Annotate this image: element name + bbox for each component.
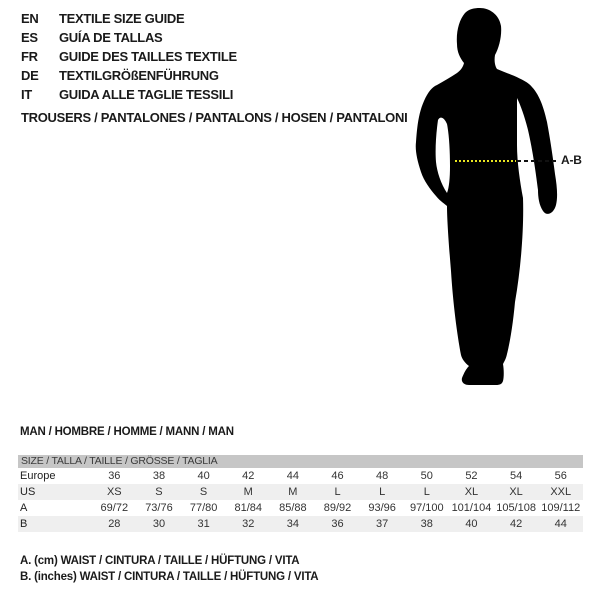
size-cell: 109/112 <box>541 502 581 514</box>
language-row <box>21 9 237 28</box>
size-cell: 36 <box>331 518 344 530</box>
category-heading: TROUSERS / PANTALONES / PANTALONS / HOSEN / PANTALONI <box>21 110 408 125</box>
size-cell: 101/104 <box>451 502 492 514</box>
size-cell: XXL <box>550 486 572 498</box>
size-cell: 77/80 <box>189 502 218 514</box>
size-cell: 105/108 <box>496 502 536 514</box>
size-cell: 50 <box>420 470 433 482</box>
size-cell: 38 <box>420 518 433 530</box>
language-list <box>21 9 237 104</box>
language-title: TEXTILE SIZE GUIDE <box>59 11 185 26</box>
language-title: GUÍA DE TALLAS <box>59 30 163 45</box>
man-silhouette-svg <box>405 0 580 400</box>
size-cell: 52 <box>465 470 478 482</box>
table-row <box>18 468 583 484</box>
size-cell: M <box>288 486 298 498</box>
language-row <box>21 28 237 47</box>
size-table <box>18 455 583 532</box>
row-label: A <box>20 502 28 514</box>
size-cell: 31 <box>197 518 210 530</box>
size-cell: 32 <box>242 518 255 530</box>
size-cell: 40 <box>465 518 478 530</box>
footnote-a: A. (cm) WAIST / CINTURA / TAILLE / HÜFTUNG / VITA <box>20 555 300 567</box>
size-cell: S <box>199 486 208 498</box>
language-code: DE <box>21 68 39 83</box>
size-cell: 30 <box>152 518 166 530</box>
table-row <box>18 516 583 532</box>
language-row <box>21 47 237 66</box>
size-cell: 56 <box>554 470 567 482</box>
gender-heading: MAN / HOMBRE / HOMME / MANN / MAN <box>20 426 234 438</box>
size-cell: XL <box>464 486 479 498</box>
table-row <box>18 484 583 500</box>
silhouette-path <box>416 8 557 385</box>
language-row <box>21 85 237 104</box>
language-row <box>21 66 237 85</box>
row-label: US <box>20 486 36 498</box>
size-cell: 38 <box>152 470 166 482</box>
row-label: B <box>20 518 28 530</box>
size-cell: 44 <box>554 518 567 530</box>
size-cell: 42 <box>242 470 255 482</box>
language-title: TEXTILGRÖßENFÜHRUNG <box>59 68 219 83</box>
size-table-header: SIZE / TALLA / TAILLE / GRÖSSE / TAGLIA <box>18 455 583 468</box>
size-cell: 85/88 <box>279 502 307 514</box>
size-cell: 40 <box>197 470 210 482</box>
language-code: IT <box>21 87 32 102</box>
language-code: ES <box>21 30 38 45</box>
size-cell: 42 <box>509 518 523 530</box>
size-cell: 46 <box>331 470 344 482</box>
table-row <box>18 500 583 516</box>
size-cell: 89/92 <box>323 502 352 514</box>
size-cell: 34 <box>286 518 299 530</box>
size-cell: 48 <box>376 470 389 482</box>
size-cell: L <box>379 486 386 498</box>
size-cell: 44 <box>286 470 299 482</box>
size-table-body <box>18 468 583 532</box>
size-cell: XL <box>509 486 523 498</box>
size-cell: 93/96 <box>368 502 396 514</box>
language-code: FR <box>21 49 38 64</box>
measure-label: A-B <box>561 153 582 167</box>
size-cell: M <box>243 486 253 498</box>
size-cell: 81/84 <box>234 502 262 514</box>
language-title: GUIDE DES TAILLES TEXTILE <box>59 49 237 64</box>
size-cell: 97/100 <box>409 502 444 514</box>
size-cell: L <box>423 486 430 498</box>
man-silhouette <box>405 0 580 400</box>
size-cell: 54 <box>509 470 523 482</box>
footnotes <box>20 553 318 585</box>
size-cell: L <box>334 486 341 498</box>
size-cell: S <box>155 486 163 498</box>
size-cell: 37 <box>376 518 389 530</box>
language-title: GUIDA ALLE TAGLIE TESSILI <box>59 87 234 102</box>
size-cell: 69/72 <box>100 502 129 514</box>
size-cell: XS <box>106 486 122 498</box>
measure-line-off-body <box>517 160 559 162</box>
row-label: Europe <box>20 470 56 482</box>
measure-line-on-body <box>455 160 516 162</box>
language-code: EN <box>21 11 39 26</box>
footnote-b: B. (inches) WAIST / CINTURA / TAILLE / HÜFTUNG / VITA <box>20 571 319 583</box>
size-cell: 36 <box>108 470 121 482</box>
size-cell: 28 <box>108 518 121 530</box>
size-cell: 73/76 <box>145 502 173 514</box>
